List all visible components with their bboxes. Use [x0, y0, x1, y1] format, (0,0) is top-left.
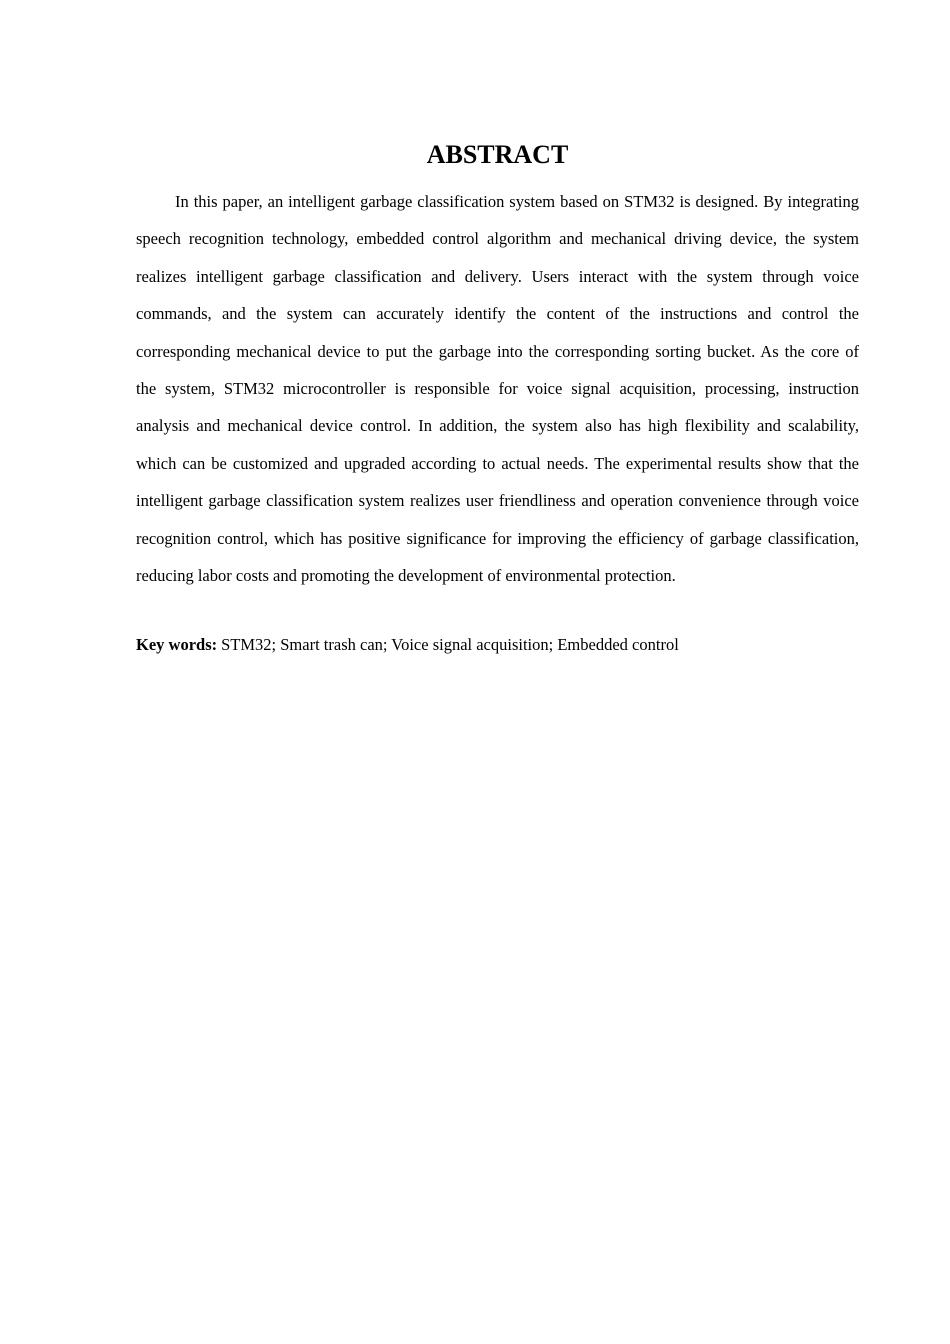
- abstract-line-6: the system, STM32 microcontroller is responsible for voice signal acquisition, processing, instruction: [136, 378, 859, 398]
- abstract-line-3: realizes intelligent garbage classification and delivery. Users interact with the system through voice: [136, 266, 859, 286]
- keywords-text: STM32; Smart trash can; Voice signal acquisition; Embedded control: [221, 635, 679, 654]
- keywords-label: Key words:: [136, 635, 218, 654]
- abstract-paragraph: [136, 183, 859, 594]
- abstract-line-8: which can be customized and upgraded according to actual needs. The experimental results show that the: [136, 453, 859, 473]
- abstract-title: ABSTRACT: [426, 140, 569, 170]
- abstract-line-9: intelligent garbage classification system realizes user friendliness and operation convenience through voice: [136, 491, 859, 511]
- abstract-line-7: analysis and mechanical device control. In addition, the system also has high flexibility and scalability,: [136, 416, 859, 436]
- abstract-line-1: In this paper, an intelligent garbage classification system based on STM32 is designed. By integrating: [175, 192, 859, 211]
- keywords-line: [136, 635, 859, 655]
- abstract-line-2: speech recognition technology, embedded control algorithm and mechanical driving device, the system: [136, 229, 859, 249]
- abstract-line-10: recognition control, which has positive significance for improving the efficiency of garbage classification,: [136, 528, 859, 548]
- abstract-line-11: reducing labor costs and promoting the development of environmental protection.: [136, 565, 676, 585]
- abstract-line-5: corresponding mechanical device to put the garbage into the corresponding sorting bucket. As the core of: [136, 341, 859, 361]
- abstract-line-4: commands, and the system can accurately identify the content of the instructions and control the: [136, 304, 859, 324]
